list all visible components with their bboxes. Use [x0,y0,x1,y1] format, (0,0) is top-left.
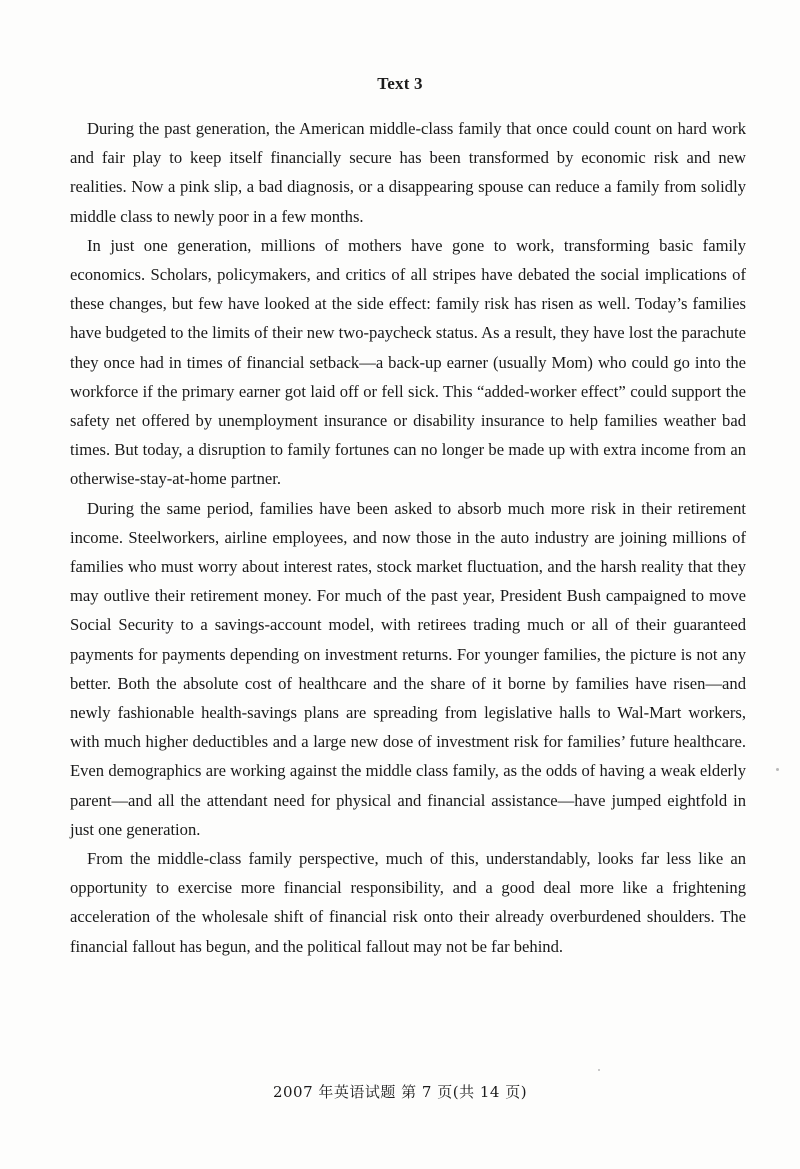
passage-body [70,114,746,961]
paragraph-1: During the past generation, the American middle-class family that once could count on hard work and fair play to keep itself financially secure has been transformed by economic risk and new realities. Now a pink slip, a bad diagnosis, or a disappearing spouse can reduce a family from solidly middle class to newly poor in a few months. [70,119,746,226]
paragraph-2: In just one generation, millions of mothers have gone to work, transforming basic family economics. Scholars, policymakers, and critics of all stripes have debated the social implications of these changes, but few have looked at the side effect: family risk has risen as well. Today’s families have budgeted to the limits of their new two-paycheck status. As a result, they have lost the parachute they once had in times of financial setback—a back-up earner (usually Mom) who could go into the workforce if the primary earner got laid off or fell sick. This “added-worker effect” could support the safety net offered by unemployment insurance or disability insurance to help families weather bad times. But today, a disruption to family fortunes can no longer be made up with extra income from an otherwise-stay-at-home partner. [70,235,746,489]
page-title: Text 3 [377,74,423,93]
page-footer: 2007 年英语试题 第 7 页(共 14 页) [272,1083,528,1101]
scan-speck [598,1069,600,1071]
paragraph-3: During the same period, families have been asked to absorb much more risk in their retirement income. Steelworkers, airline employees, and now those in the auto industry are joining millions of families who must worry about interest rates, stock market fluctuation, and the harsh reality that they may outlive their retirement money. For much of the past year, President Bush campaigned to move Social Security to a savings-account model, with retirees trading much or all of their guaranteed payments for payments depending on investment returns. For younger families, the picture is not any better. Both the absolute cost of healthcare and the share of it borne by families have risen—and newly fashionable health-savings plans are spreading from legislative halls to Wal-Mart workers, with much higher deductibles and a large new dose of investment risk for families’ future healthcare. Even demographics are working against the middle class family, as the odds of having a weak elderly parent—and all the attendant need for physical and financial assistance—have jumped eightfold in just one generation. [70,498,746,839]
scan-speck [776,768,779,771]
paragraph-4: From the middle-class family perspective, much of this, understandably, looks far less like an opportunity to exercise more financial responsibility, and a good deal more like a frightening acceleration of the wholesale shift of financial risk onto their already overburdened shoulders. The financial fallout has begun, and the political fallout may not be far behind. [70,849,746,956]
